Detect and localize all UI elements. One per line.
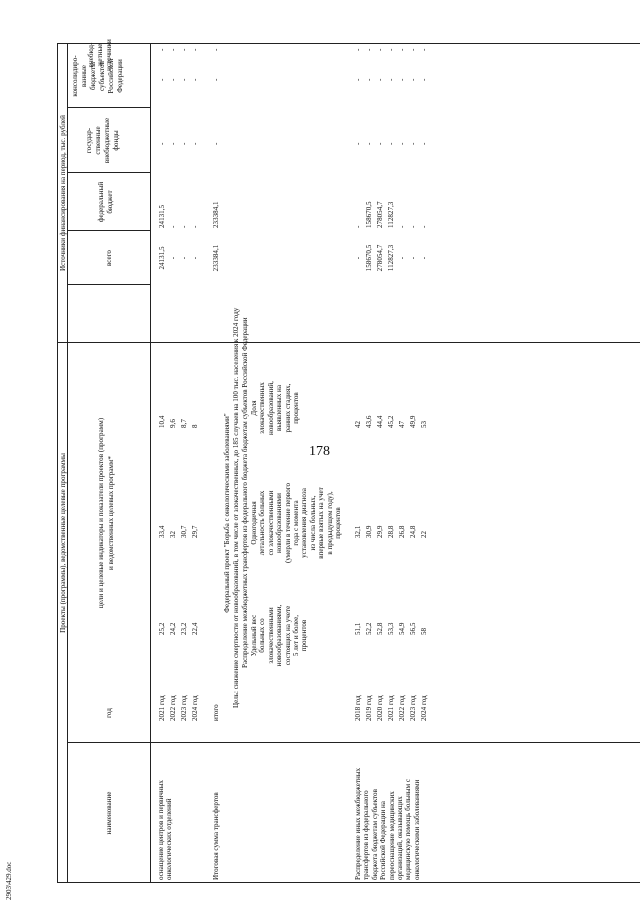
- section2-row-total: 112827,3: [387, 244, 395, 272]
- section2-row-consolidated: -: [387, 78, 395, 81]
- section2-row-federal: 158670,5: [365, 201, 373, 228]
- section1-row-total: -: [191, 256, 199, 260]
- section1-row-federal: -: [169, 225, 177, 228]
- section2-row-federal: -: [420, 225, 428, 228]
- section1-row-indicator1: 23,2: [180, 622, 188, 635]
- section2-row-extrabudgetary: -: [420, 48, 428, 51]
- section1-row-state-funds: -: [169, 142, 177, 145]
- section2-row-year: 2022 год: [398, 695, 406, 721]
- indicator3-header: выявленных на: [275, 385, 284, 431]
- section1-row-federal: 24131,5: [158, 204, 166, 228]
- section1-row-indicator2: 32: [169, 530, 177, 538]
- totals-row-extrabudgetary: -: [212, 48, 220, 51]
- section2-row-total: -: [398, 256, 406, 260]
- section1-row-federal: -: [180, 225, 188, 228]
- section2-row-year: 2024 год: [420, 695, 428, 721]
- indicator1-header: Удельный вес: [250, 614, 258, 657]
- section2-row-indicator1: 58: [420, 627, 428, 635]
- project-title: Федеральный проект "Борьба с онкологическими заболеваниями": [223, 413, 231, 613]
- section2-name: переоснащение медицинских: [387, 791, 396, 880]
- consolidated-column-header: бюджеты: [89, 62, 97, 90]
- page-number: 178: [309, 444, 330, 459]
- section1-row-state-funds: -: [180, 142, 188, 145]
- section2-row-indicator2: 26,8: [398, 525, 406, 538]
- section2-row-consolidated: -: [354, 78, 362, 81]
- indicator2-header: Одногодичная: [250, 501, 258, 545]
- section2-row-federal: -: [398, 225, 406, 228]
- state-funds-column-header: внебюджетные: [103, 117, 111, 164]
- section2-row-year: 2018 год: [354, 695, 362, 721]
- section2-name: Распределение иных межбюджетных: [354, 767, 362, 880]
- section1-row-indicator2: 33,4: [158, 525, 166, 538]
- section1-row-total: -: [180, 256, 188, 260]
- section2-row-state-funds: -: [420, 142, 428, 145]
- section2-row-federal: -: [409, 225, 417, 228]
- section2-row-indicator2: 32,1: [354, 525, 362, 538]
- section2-row-year: 2023 год: [409, 695, 417, 721]
- indicator1-header: злокачественными: [266, 607, 275, 664]
- federal-column-header: бюджет: [106, 190, 114, 214]
- indicator1-header: новообразованиями,: [275, 604, 284, 667]
- section2-row-indicator3: 47: [398, 420, 406, 428]
- totals-row-state-funds: -: [212, 142, 220, 145]
- indicator2-header: из числа больных,: [308, 495, 317, 551]
- indicator2-header: установления диагноза: [300, 488, 309, 558]
- totals-row-federal: 233384,1: [212, 201, 220, 228]
- section2-row-consolidated: -: [365, 78, 373, 81]
- consolidated-column-header: Федерации: [116, 59, 124, 93]
- indicator3-header: новообразований,: [266, 381, 275, 435]
- state-funds-column-header: ственные: [94, 126, 102, 155]
- section2-row-extrabudgetary: -: [409, 48, 417, 51]
- totals-row-total: 233384,1: [212, 244, 220, 272]
- extrabudgetary-column-header: внебюд-: [87, 42, 95, 68]
- table-border-left: [57, 882, 640, 883]
- total-column-header: всего: [105, 250, 113, 266]
- section1-row-extrabudgetary: -: [169, 48, 177, 51]
- section2-row-state-funds: -: [387, 142, 395, 145]
- section2-row-total: 278054,7: [376, 244, 384, 272]
- section2-row-indicator1: 56,5: [409, 622, 417, 635]
- header-bottom-line: [150, 43, 151, 883]
- section2-row-extrabudgetary: -: [354, 48, 362, 51]
- section1-row-extrabudgetary: -: [158, 48, 166, 51]
- section1-row-indicator2: 29,7: [191, 525, 199, 538]
- indicator1-header: процентов: [300, 619, 309, 652]
- section2-row-state-funds: -: [376, 142, 384, 145]
- section2-row-state-funds: -: [354, 142, 362, 145]
- section2-row-consolidated: -: [398, 78, 406, 81]
- indicator3-header: ранних стадиях,: [283, 383, 292, 433]
- group-header-divider: [67, 43, 68, 883]
- section2-row-state-funds: -: [409, 142, 417, 145]
- section2-name: трансфертов из федерального: [362, 790, 371, 880]
- section2-name: онкологическими заболеваниями: [412, 779, 421, 880]
- section2-row-indicator3: 44,4: [376, 415, 384, 428]
- goals-column-header: и ведомственных целевых программ*: [107, 456, 115, 570]
- section1-row-year: 2021 год: [158, 695, 166, 721]
- section1-row-state-funds: -: [191, 142, 199, 145]
- section1-row-year: 2022 год: [169, 695, 177, 721]
- section2-row-year: 2019 год: [365, 695, 373, 721]
- consolidated-column-header: Российской: [107, 58, 115, 94]
- section1-row-consolidated: -: [158, 78, 166, 81]
- indicator2-header: летальность больных: [258, 490, 267, 556]
- section2-row-federal: 278054,7: [376, 201, 384, 228]
- rotated-table: [57, 39, 640, 883]
- section1-name: оснащение центров и первичных: [157, 780, 165, 880]
- section2-row-federal: 112827,3: [387, 201, 395, 228]
- indicator2-header: со злокачественными: [266, 490, 275, 556]
- section2-name: бюджета бюджетам субъектов: [370, 789, 379, 880]
- section2-row-indicator2: 22: [420, 530, 428, 538]
- section2-row-indicator2: 30,9: [365, 525, 373, 538]
- consolidated-column-header: субъектов: [98, 61, 106, 92]
- indicator1-header: состоящих на учете: [283, 605, 292, 666]
- section2-row-extrabudgetary: -: [365, 48, 373, 51]
- section1-row-indicator1: 22,4: [191, 622, 199, 635]
- indicator2-header: впервые взятых на учет: [317, 487, 326, 559]
- section2-row-total: -: [420, 256, 428, 260]
- section2-row-total: -: [409, 256, 417, 260]
- section2-row-extrabudgetary: -: [387, 48, 395, 51]
- section1-row-indicator2: 30,7: [180, 525, 188, 538]
- indicator3-header: Доля: [250, 400, 258, 416]
- section1-row-indicator1: 24,2: [169, 622, 177, 635]
- section1-row-federal: -: [191, 225, 199, 228]
- section1-row-consolidated: -: [169, 78, 177, 81]
- section2-row-extrabudgetary: -: [398, 48, 406, 51]
- section2-row-indicator1: 51,1: [354, 622, 362, 635]
- section2-row-consolidated: -: [420, 78, 428, 81]
- indicator2-header: (умерли в течение первого: [283, 482, 292, 564]
- section2-row-indicator2: 29,9: [376, 525, 384, 538]
- section2-row-consolidated: -: [376, 78, 384, 81]
- project-goal: Цель: снижение смертности от новообразований, в том числе от злокачественных, до 185 случаев на 100 тыс. населения к 2024 году: [232, 307, 240, 708]
- section2-row-indicator1: 54,9: [398, 622, 406, 635]
- section2-row-year: 2020 год: [376, 695, 384, 721]
- section2-row-indicator1: 52,2: [365, 622, 373, 635]
- indicator2-header: года с момента: [292, 500, 300, 546]
- year-column-header: год: [105, 708, 113, 718]
- section2-name: организаций, оказывающих: [396, 796, 404, 880]
- totals-label: Итоговая сумма трансфертов: [212, 792, 220, 880]
- section2-row-indicator2: 28,8: [387, 525, 395, 538]
- section2-row-indicator1: 52,8: [376, 622, 384, 635]
- section1-row-consolidated: -: [191, 78, 199, 81]
- section1-row-indicator3: 8: [191, 424, 199, 428]
- section2-row-indicator3: 49,9: [409, 415, 417, 428]
- section1-row-total: -: [169, 256, 177, 260]
- section2-row-indicator3: 43,6: [365, 415, 373, 428]
- name-column-header: наименование: [105, 791, 113, 835]
- projects-funding-divider: [57, 342, 640, 343]
- consolidated-column-header: ванные: [80, 65, 88, 87]
- section1-row-extrabudgetary: -: [180, 48, 188, 51]
- section1-row-indicator3: 9,6: [169, 419, 177, 428]
- section1-row-year: 2023 год: [180, 695, 188, 721]
- indicator3-header: злокачественных: [258, 382, 267, 434]
- section2-row-indicator3: 42: [354, 420, 362, 428]
- section1-row-indicator3: 8,7: [180, 419, 188, 428]
- indicator1-header: больных со: [258, 618, 267, 653]
- section2-row-indicator3: 45,2: [387, 415, 395, 428]
- section1-row-indicator3: 10,4: [158, 415, 166, 428]
- totals-row-year: итого: [212, 704, 220, 721]
- indicator2-header: в предыдущем году),: [325, 491, 334, 555]
- section2-row-indicator1: 53,3: [387, 622, 395, 635]
- indicator2-header: новообразованиями: [275, 493, 284, 553]
- section2-row-year: 2021 год: [387, 695, 395, 721]
- state-funds-column-header: государ-: [85, 127, 93, 154]
- section2-row-extrabudgetary: -: [376, 48, 384, 51]
- section2-row-indicator3: 53: [420, 420, 428, 428]
- section2-name: медицинскую помощь больным с: [404, 779, 413, 880]
- totals-row-consolidated: -: [212, 78, 220, 81]
- section1-name: онкологических отделений: [165, 798, 174, 880]
- consolidated-column-header: консолидиро-: [71, 55, 79, 97]
- section2-row-state-funds: -: [398, 142, 406, 145]
- extrabudgetary-column-header: источники: [105, 39, 113, 71]
- section1-row-indicator1: 25,2: [158, 622, 166, 635]
- section2-row-total: 158670,5: [365, 244, 373, 272]
- document-filename: 2903\429.doc: [5, 861, 13, 900]
- funding-group-header: Источники финансирования на период, тыс. рублей: [58, 115, 67, 271]
- federal-column-header: федеральный: [97, 181, 105, 223]
- section1-row-year: 2024 год: [191, 695, 199, 721]
- section2-row-total: -: [354, 256, 362, 260]
- section2-row-state-funds: -: [365, 142, 373, 145]
- section1-row-consolidated: -: [180, 78, 188, 81]
- section1-row-state-funds: -: [158, 142, 166, 145]
- indicator2-header: процентов: [334, 507, 342, 539]
- projects-group-header: Проекты (программы), ведомственные целевые программы: [58, 453, 67, 633]
- section1-row-extrabudgetary: -: [191, 48, 199, 51]
- section2-row-consolidated: -: [409, 78, 417, 81]
- section2-row-indicator2: 24,8: [409, 525, 417, 538]
- distribution-heading: Распределение межбюджетных трансфертов из федерального бюджета бюджетам субъектов Российской Федерации: [241, 317, 249, 668]
- indicator1-header: 5 лет и более,: [292, 614, 300, 657]
- indicator3-header: процентов: [292, 392, 300, 424]
- section1-row-total: 24131,5: [158, 246, 166, 270]
- extrabudgetary-column-header: жетные: [96, 43, 104, 67]
- state-funds-column-header: фонды: [112, 130, 120, 151]
- section2-name: Российской Федерации на: [379, 801, 388, 880]
- section2-row-federal: -: [354, 225, 362, 228]
- goals-column-header: цели и целевые индикаторы и показатели проектов (программ): [97, 417, 105, 609]
- table-border-right: [57, 43, 640, 44]
